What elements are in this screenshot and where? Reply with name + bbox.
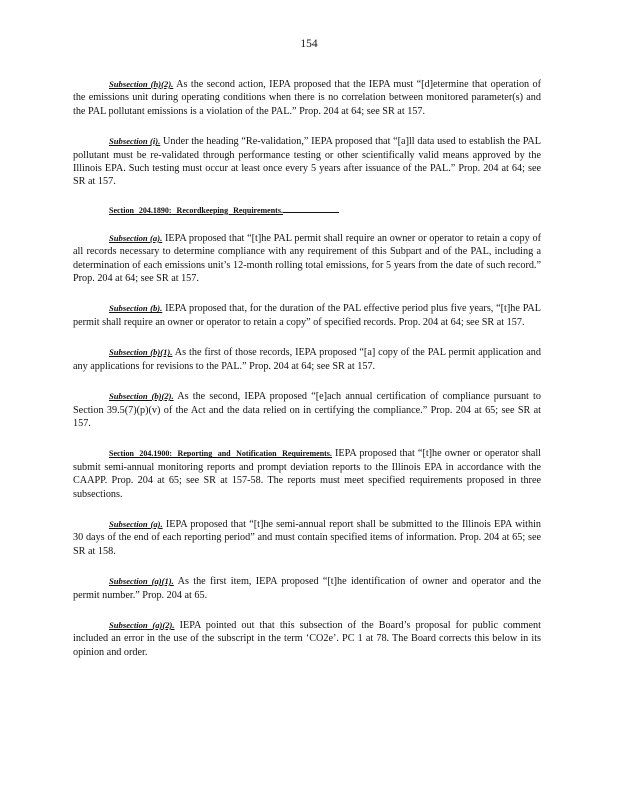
- subsection-label: Subsection (i).: [109, 136, 161, 147]
- paragraph: [73, 575, 541, 602]
- paragraph: [73, 346, 541, 373]
- paragraph-text: As the second action, IEPA proposed that the IEPA must “[d]etermine that operation of the emissions unit during operating conditions when there is no correlation between monitored parameter(s) and the PAL pollutant emissions is a violation of the PAL.” Prop. 204 at 64; see SR at 157.: [73, 79, 542, 117]
- subsection-label: Subsection (h)(2).: [109, 79, 174, 89]
- paragraph-text: IEPA pointed out that this subsection of the Board’s proposal for public comment included an error in the use of the subscript in the term ‘CO2e’. PC 1 at 78. The Board corrects this below in its opinion and order.: [73, 619, 541, 658]
- paragraph-text: Under the heading “Re-validation,” IEPA proposed that “[a]ll data used to establish the PAL pollutant must be re-validated through performance testing or other scientifically valid means approved by the Illinois EPA. Such testing must occur at least once every 5 years after issuance of the PAL.” Prop. 204 at 64; see SR at 157.: [73, 136, 542, 188]
- paragraph: [73, 302, 541, 329]
- page-number: 154: [300, 38, 318, 50]
- paragraph-text: IEPA proposed that “[t]he PAL permit shall require an owner or operator to retain a copy of all records necessary to determine compliance with any requirement of this Subpart and of the PAL, including a determination of each emissions unit’s 12-month rolling total emissions, for 5 years from the date of such record.” Prop. 204 at 64; see SR at 157.: [73, 232, 541, 285]
- subsection-label: Subsection (a).: [109, 232, 163, 243]
- paragraph: [73, 232, 541, 286]
- paragraph-text: IEPA proposed that “[t]he semi-annual report shall be submitted to the Illinois EPA within 30 days of the end of each reporting period” and must contain specified items of information. Prop. 204 at 65; see SR at 158.: [73, 518, 542, 557]
- paragraph: [73, 78, 541, 118]
- paragraph-text: As the first of those records, IEPA proposed “[a] copy of the PAL permit application and any applications for revisions to the PAL.” Prop. 204 at 64; see SR at 157.: [73, 347, 541, 372]
- subsection-label: Subsection (b).: [109, 303, 163, 314]
- subsection-label: Subsection (b)(2).: [109, 391, 174, 402]
- paragraph-text: As the second, IEPA proposed “[e]ach annual certification of compliance pursuant to Section 39.5(7)(p)(v) of the Act and the data relied on in certifying the compliance.” Prop. 204 at 65; see SR at 157.: [73, 391, 541, 429]
- paragraph-text: As the first item, IEPA proposed “[t]he identification of owner and operator and the permit number.” Prop. 204 at 65.: [73, 576, 542, 601]
- subsection-label: Subsection (a)(1).: [109, 576, 174, 587]
- section-heading: Section 204.1890: Recordkeeping Requirements.: [109, 206, 541, 215]
- paragraph: [73, 447, 541, 501]
- paragraph: [73, 135, 541, 189]
- subsection-label: Subsection (a).: [109, 518, 163, 529]
- paragraph: [73, 390, 541, 430]
- paragraph: [73, 619, 541, 659]
- subsection-label: Subsection (b)(1).: [109, 347, 173, 358]
- section-heading-inline: Section 204.1900: Reporting and Notification Requirements.: [109, 449, 332, 459]
- paragraph: [73, 518, 541, 558]
- document-body: [73, 78, 541, 676]
- subsection-label: Subsection (a)(2).: [109, 619, 175, 630]
- paragraph-text: IEPA proposed that “[t]he owner or operator shall submit semi-annual monitoring reports and prompt deviation reports to the Illinois EPA in accordance with the CAAPP. Prop. 204 at 65; see SR at 157-58. The reports must meet specified requirements proposed in three subsections.: [73, 448, 542, 500]
- paragraph-text: IEPA proposed that, for the duration of the PAL effective period plus five years, “[t]he PAL permit shall require an owner or operator to retain a copy” of specified records. Prop. 204 at 64; see SR at 157.: [73, 303, 542, 328]
